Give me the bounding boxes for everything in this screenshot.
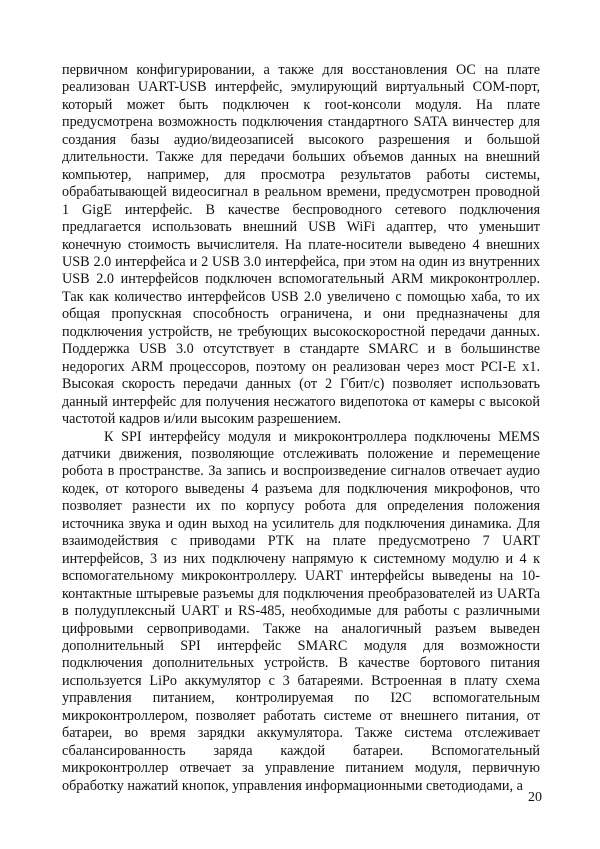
page-number: 20 [528,790,542,805]
body-text [62,62,540,795]
paragraph-1: первичном конфигурировании, а также для восстановления ОС на плате реализован UART-USB интерфейс, эмулирующий виртуальный COM-порт, который может быть подключен к root-консоли модуля. На плате предусмотрена возможность подключения стандартного SATA винчестер для создания базы аудио/видеозаписей высокого разрешения и большой длительности. Также для передачи больших объемов данных на внешний компьютер, например, для просмотра результатов работы системы, обрабатывающей видеосигнал в реальном времени, предусмотрен проводной 1 GigE интерфейс. В качестве беспроводного сетевого подключения предлагается использовать внешний USB WiFi адаптер, что уменьшит конечную стоимость вычислителя. На плате-носители выведено 4 внешних USB 2.0 интерфейса и 2 USB 3.0 интерфейса, при этом на один из внутренних USB 2.0 интерфейсов подключен вспомогательный ARM микроконтроллер. Так как количество интерфейсов USB 2.0 увеличено с помощью хаба, то их общая пропускная способность ограничена, и они предназначены для подключения устройств, не требующих высокоскоростной передачи данных. Поддержка USB 3.0 отсутствует в стандарте SMARC и в большинстве недорогих ARM процессоров, поэтому он реализован через мост PCI-E x1. Высокая скорость передачи данных (от 2 Гбит/с) позволяет использовать данный интерфейс для получения несжатого видепотока от камеры с высокой частотой кадров и/или высоким разрешением. [62,62,540,428]
paragraph-2: К SPI интерфейсу модуля и микроконтроллера подключены MEMS датчики движения, позволяющие отслеживать положение и перемещение робота в пространстве. За запись и воспроизведение сигналов отвечает аудио кодек, от которого выведены 4 разъема для подключения микрофонов, что позволяет разнести их по корпусу робота для определения положения источника звука и один выход на усилитель для подключения динамика. Для взаимодействия с приводами РТК на плате предусмотрено 7 UART интерфейсов, 3 из них подключену напрямую к системному модулю и 4 к вспомогательному микроконтроллеру. UART интерфейсы выведены на 10-контактные штыревые разъемы для подключения преобразователей из UARTa в полудуплексный UART и RS-485, необходимые для работы с различными цифровыми сервоприводами. Также на аналогичный разъем выведен дополнительный SPI интерфейс SMARC модуля для возможности подключения дополнительных устройств. В качестве бортового питания используется LiPo аккумулятор с 3 батареями. Встроенная в плату схема управления питанием, контролируемая по I2C вспомогательным микроконтроллером, позволяет работать системе от внешнего питания, от батареи, во время зарядки аккумулятора. Также система отслеживает сбалансированность заряда каждой батареи. Вспомогательный микроконтроллер отвечает за управление питанием модуля, первичную обработку нажатий кнопок, управления информационными светодиодами, а [62,428,540,794]
